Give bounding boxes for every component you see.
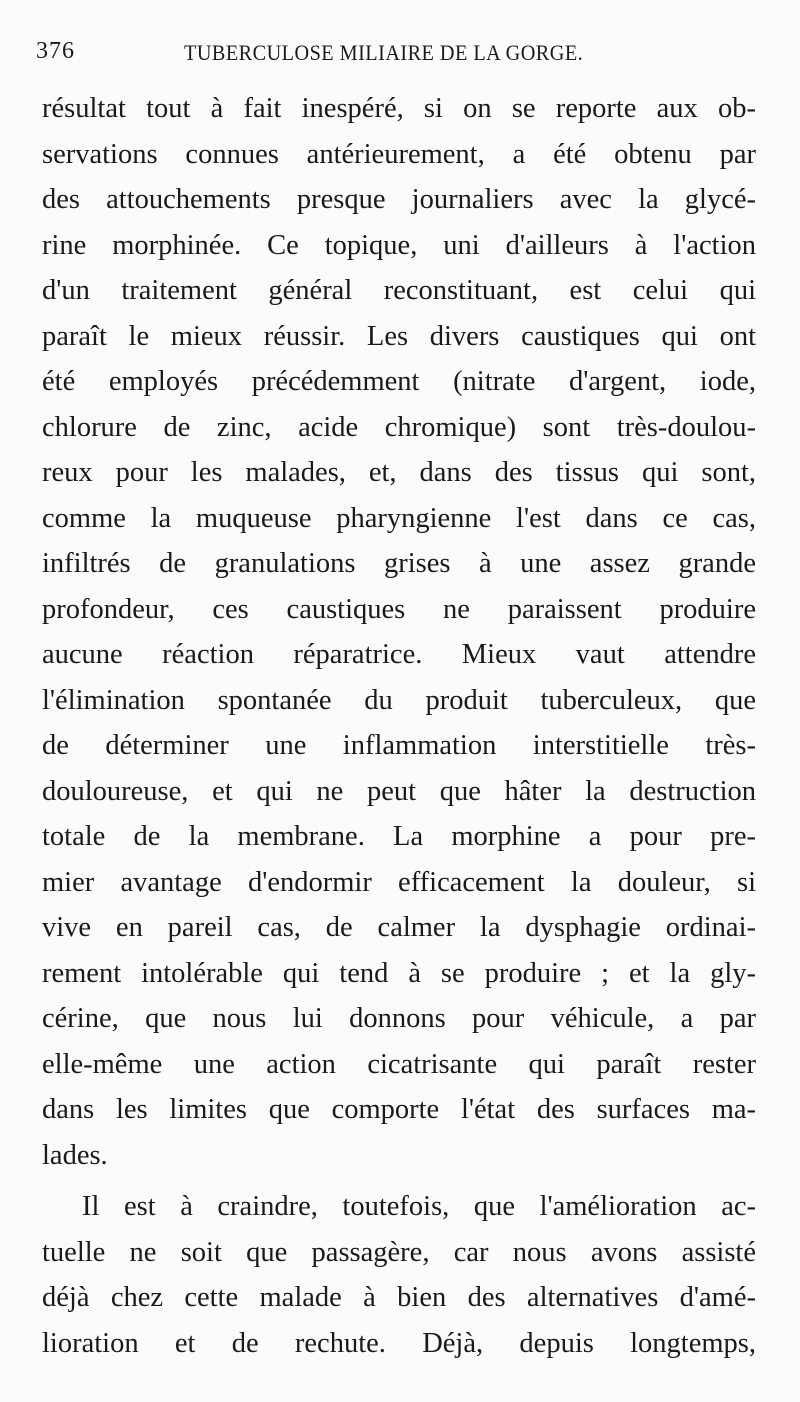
text-line: mier avantage d'endormir efficacement la douleur, si: [42, 866, 756, 898]
paragraph-1: [42, 86, 756, 1178]
page-header: [36, 38, 756, 78]
text-line: servations connues antérieurement, a été obtenu par: [42, 138, 756, 170]
text-line: d'un traitement général reconstituant, est celui qui: [42, 275, 756, 306]
text-line: l'élimination spontanée du produit tuberculeux, que: [42, 684, 756, 716]
text-line: elle-même une action cicatrisante qui paraît rester: [42, 1048, 756, 1080]
text-line: tuelle ne soit que passagère, car nous avons assisté: [42, 1236, 756, 1268]
text-line: rement intolérable qui tend à se produire ; et la gly-: [42, 957, 756, 989]
text-line: dans les limites que comporte l'état des surfaces ma-: [42, 1094, 756, 1125]
text-line: lioration et de rechute. Déjà, depuis longtemps,: [42, 1327, 756, 1359]
text-line: douloureuse, et qui ne peut que hâter la destruction: [42, 775, 756, 807]
text-line: chlorure de zinc, acide chromique) sont très-doulou-: [42, 411, 756, 443]
text-line: des attouchements presque journaliers avec la glycé-: [42, 184, 756, 215]
text-line: déjà chez cette malade à bien des alternatives d'amé-: [42, 1282, 756, 1313]
text-line: rine morphinée. Ce topique, uni d'ailleurs à l'action: [42, 229, 756, 261]
text-line: été employés précédemment (nitrate d'argent, iode,: [42, 366, 756, 397]
text-line: profondeur, ces caustiques ne paraissent produire: [42, 593, 756, 625]
text-line: aucune réaction réparatrice. Mieux vaut attendre: [42, 639, 756, 670]
text-line: paraît le mieux réussir. Les divers caustiques qui ont: [42, 320, 756, 352]
text-line: reux pour les malades, et, dans des tissus qui sont,: [42, 457, 756, 488]
text-line: lades.: [42, 1139, 108, 1171]
text-line: de déterminer une inflammation interstitielle très-: [42, 730, 756, 761]
text-line: infiltrés de granulations grises à une assez grande: [42, 548, 756, 579]
text-line: comme la muqueuse pharyngienne l'est dans ce cas,: [42, 502, 756, 534]
text-line: vive en pareil cas, de calmer la dysphagie ordinai-: [42, 912, 756, 943]
body-text: [42, 86, 756, 1366]
text-line: cérine, que nous lui donnons pour véhicule, a par: [42, 1003, 756, 1034]
running-title: TUBERCULOSE MILIAIRE DE LA GORGE.: [184, 40, 584, 65]
text-line: totale de la membrane. La morphine a pour pre-: [42, 821, 756, 852]
paragraph-2: [42, 1184, 756, 1366]
text-line: résultat tout à fait inespéré, si on se reporte aux ob-: [42, 93, 756, 124]
text-line: Il est à craindre, toutefois, que l'amélioration ac-: [82, 1191, 756, 1222]
page-number: 376: [36, 38, 75, 64]
